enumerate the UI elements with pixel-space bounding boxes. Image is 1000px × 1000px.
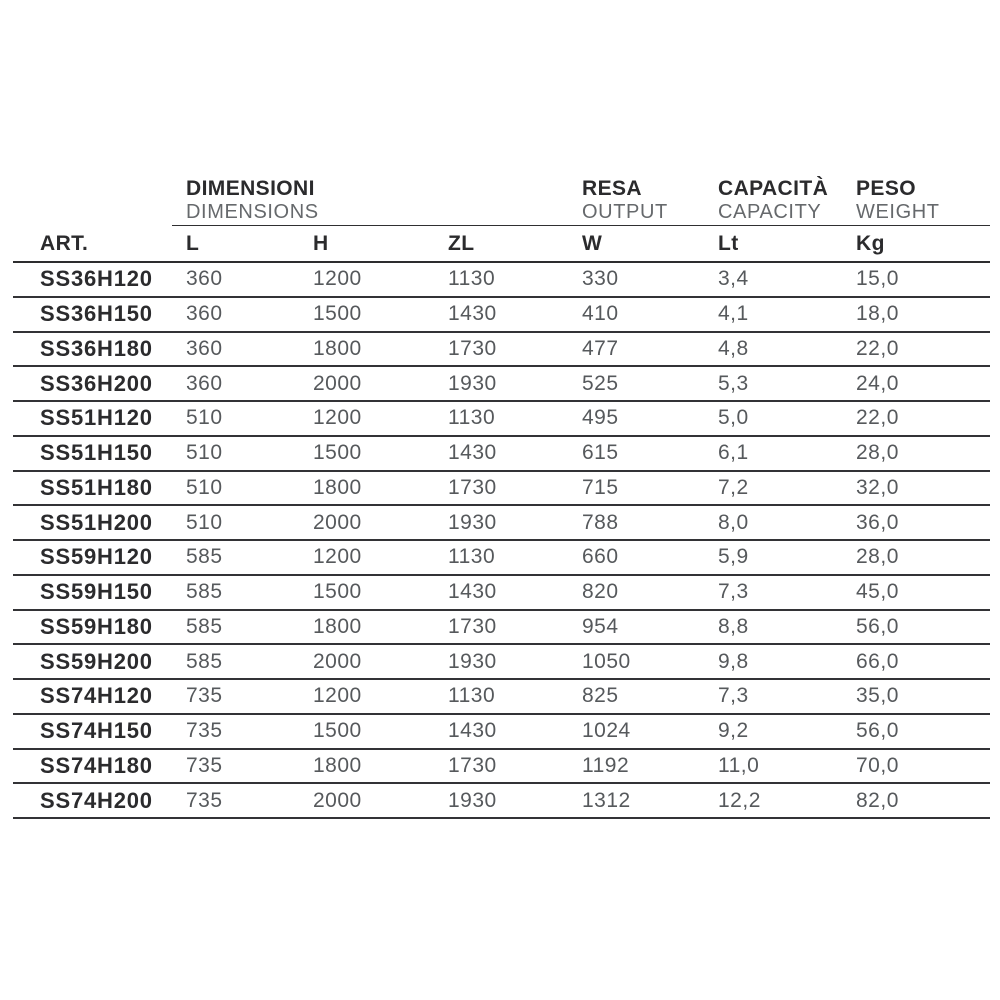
product-spec-table	[13, 176, 990, 819]
cell-capacity-lt: 9,8	[718, 649, 749, 673]
cell-zl: 1430	[448, 302, 497, 326]
cell-capacity-lt: 5,3	[718, 371, 749, 395]
cell-length: 585	[186, 614, 223, 638]
cell-zl: 1930	[448, 371, 497, 395]
cell-output-w: 660	[582, 545, 619, 569]
cell-length: 360	[186, 267, 223, 291]
cell-capacity-lt: 5,9	[718, 545, 749, 569]
cell-weight-kg: 15,0	[856, 267, 899, 291]
table-row	[13, 506, 990, 541]
cell-height: 1200	[313, 684, 362, 708]
group-label-it: DIMENSIONI	[186, 177, 315, 200]
table-row	[13, 645, 990, 680]
column-header-art: ART.	[40, 231, 89, 255]
cell-height: 1800	[313, 336, 362, 360]
cell-capacity-lt: 12,2	[718, 788, 761, 812]
cell-zl: 1430	[448, 580, 497, 604]
table-row	[13, 715, 990, 750]
cell-weight-kg: 32,0	[856, 475, 899, 499]
cell-art-code: SS36H180	[40, 335, 153, 361]
cell-height: 1200	[313, 545, 362, 569]
cell-output-w: 788	[582, 510, 619, 534]
cell-length: 510	[186, 475, 223, 499]
cell-output-w: 615	[582, 441, 619, 465]
cell-zl: 1130	[448, 406, 496, 430]
cell-weight-kg: 18,0	[856, 302, 899, 326]
cell-height: 1200	[313, 267, 362, 291]
cell-weight-kg: 82,0	[856, 788, 899, 812]
cell-art-code: SS74H150	[40, 718, 153, 744]
cell-output-w: 1312	[582, 788, 631, 812]
cell-weight-kg: 66,0	[856, 649, 899, 673]
cell-height: 1500	[313, 302, 362, 326]
table-row	[13, 402, 990, 437]
group-label-it: PESO	[856, 177, 916, 200]
cell-output-w: 715	[582, 475, 619, 499]
cell-length: 585	[186, 545, 223, 569]
cell-capacity-lt: 4,1	[718, 302, 749, 326]
cell-length: 735	[186, 753, 223, 777]
cell-height: 1800	[313, 753, 362, 777]
cell-art-code: SS36H200	[40, 370, 153, 396]
cell-zl: 1130	[448, 545, 496, 569]
cell-zl: 1730	[448, 753, 497, 777]
cell-length: 735	[186, 719, 223, 743]
cell-length: 735	[186, 788, 223, 812]
cell-length: 360	[186, 336, 223, 360]
cell-height: 2000	[313, 371, 362, 395]
column-header-zl: ZL	[448, 231, 475, 255]
table-row	[13, 263, 990, 298]
table-column-header-row	[13, 226, 990, 263]
cell-weight-kg: 35,0	[856, 684, 899, 708]
cell-art-code: SS51H120	[40, 405, 153, 431]
cell-zl: 1730	[448, 475, 497, 499]
cell-weight-kg: 24,0	[856, 371, 899, 395]
cell-height: 1500	[313, 719, 362, 743]
cell-zl: 1730	[448, 336, 497, 360]
cell-output-w: 525	[582, 371, 619, 395]
cell-art-code: SS74H200	[40, 787, 153, 813]
cell-art-code: SS36H150	[40, 301, 153, 327]
column-header-lt: Lt	[718, 231, 739, 255]
cell-art-code: SS74H120	[40, 683, 153, 709]
cell-weight-kg: 36,0	[856, 510, 899, 534]
cell-height: 1200	[313, 406, 362, 430]
table-row	[13, 576, 990, 611]
group-label-en: CAPACITY	[718, 201, 822, 223]
cell-capacity-lt: 3,4	[718, 267, 749, 291]
cell-height: 2000	[313, 649, 362, 673]
group-label-it: CAPACITÀ	[718, 177, 829, 200]
column-header-kg: Kg	[856, 231, 885, 255]
cell-capacity-lt: 4,8	[718, 336, 749, 360]
cell-output-w: 477	[582, 336, 619, 360]
cell-length: 510	[186, 406, 223, 430]
cell-art-code: SS74H180	[40, 752, 153, 778]
cell-art-code: SS51H200	[40, 509, 153, 535]
table-group-header	[13, 176, 990, 226]
group-header-dimensions	[186, 178, 319, 222]
cell-art-code: SS59H150	[40, 579, 153, 605]
cell-weight-kg: 22,0	[856, 336, 899, 360]
cell-capacity-lt: 9,2	[718, 719, 749, 743]
cell-capacity-lt: 11,0	[718, 753, 760, 777]
cell-zl: 1930	[448, 510, 497, 534]
table-row	[13, 784, 990, 819]
table-body	[13, 263, 990, 819]
cell-length: 510	[186, 510, 223, 534]
cell-output-w: 495	[582, 406, 619, 430]
cell-zl: 1430	[448, 441, 497, 465]
group-label-it: RESA	[582, 177, 642, 200]
cell-capacity-lt: 6,1	[718, 441, 749, 465]
cell-output-w: 1024	[582, 719, 631, 743]
cell-zl: 1730	[448, 614, 497, 638]
group-header-capacity	[718, 178, 828, 222]
cell-height: 1800	[313, 614, 362, 638]
cell-weight-kg: 28,0	[856, 441, 899, 465]
cell-height: 1500	[313, 441, 362, 465]
table-row	[13, 437, 990, 472]
cell-height: 2000	[313, 510, 362, 534]
cell-output-w: 410	[582, 302, 619, 326]
table-row	[13, 680, 990, 715]
cell-height: 2000	[313, 788, 362, 812]
cell-art-code: SS59H120	[40, 544, 153, 570]
cell-art-code: SS36H120	[40, 266, 153, 292]
cell-output-w: 1192	[582, 753, 630, 777]
cell-art-code: SS51H150	[40, 440, 153, 466]
cell-height: 1800	[313, 475, 362, 499]
cell-weight-kg: 56,0	[856, 614, 899, 638]
table-row	[13, 367, 990, 402]
cell-output-w: 330	[582, 267, 619, 291]
cell-output-w: 820	[582, 580, 619, 604]
cell-height: 1500	[313, 580, 362, 604]
cell-zl: 1930	[448, 788, 497, 812]
cell-capacity-lt: 7,3	[718, 684, 749, 708]
cell-length: 360	[186, 302, 223, 326]
group-header-output	[582, 178, 668, 222]
cell-capacity-lt: 5,0	[718, 406, 749, 430]
cell-output-w: 1050	[582, 649, 631, 673]
cell-zl: 1130	[448, 267, 496, 291]
cell-length: 585	[186, 580, 223, 604]
cell-length: 585	[186, 649, 223, 673]
cell-weight-kg: 22,0	[856, 406, 899, 430]
cell-length: 735	[186, 684, 223, 708]
cell-zl: 1430	[448, 719, 497, 743]
cell-art-code: SS59H180	[40, 613, 153, 639]
column-header-l: L	[186, 231, 200, 255]
cell-length: 360	[186, 371, 223, 395]
cell-art-code: SS59H200	[40, 648, 153, 674]
column-header-h: H	[313, 231, 329, 255]
group-label-en: DIMENSIONS	[186, 201, 319, 223]
cell-weight-kg: 45,0	[856, 580, 899, 604]
cell-weight-kg: 70,0	[856, 753, 899, 777]
table-row	[13, 298, 990, 333]
table-row	[13, 611, 990, 646]
cell-output-w: 954	[582, 614, 619, 638]
group-label-en: OUTPUT	[582, 201, 668, 223]
cell-output-w: 825	[582, 684, 619, 708]
cell-art-code: SS51H180	[40, 474, 153, 500]
table-row	[13, 750, 990, 785]
cell-weight-kg: 28,0	[856, 545, 899, 569]
group-label-en: WEIGHT	[856, 201, 940, 223]
cell-zl: 1130	[448, 684, 496, 708]
table-row	[13, 333, 990, 368]
cell-capacity-lt: 7,2	[718, 475, 749, 499]
table-row	[13, 472, 990, 507]
group-header-rule	[172, 225, 990, 227]
cell-capacity-lt: 8,0	[718, 510, 749, 534]
cell-weight-kg: 56,0	[856, 719, 899, 743]
group-header-weight	[856, 178, 940, 222]
cell-capacity-lt: 8,8	[718, 614, 749, 638]
cell-length: 510	[186, 441, 223, 465]
cell-zl: 1930	[448, 649, 497, 673]
cell-capacity-lt: 7,3	[718, 580, 749, 604]
table-row	[13, 541, 990, 576]
column-header-w: W	[582, 231, 603, 255]
